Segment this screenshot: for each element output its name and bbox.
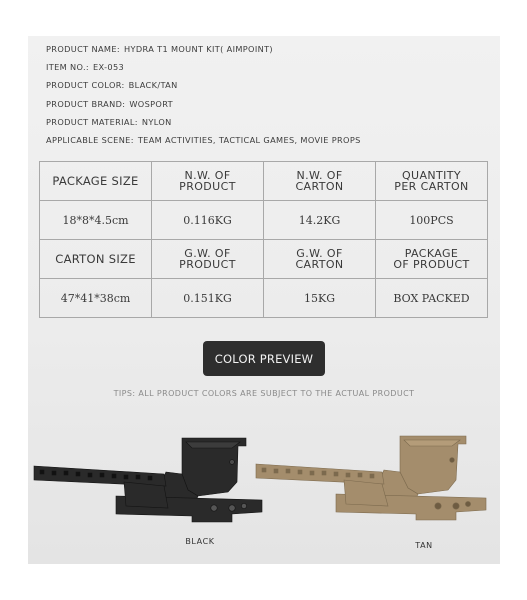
spec-value: NYLON [141, 116, 172, 127]
spec-value: WOSPORT [129, 98, 174, 109]
spec-label: APPLICABLE SCENE: [46, 134, 134, 145]
spec-label: PRODUCT COLOR: [46, 80, 125, 91]
color-preview-button[interactable]: COLOR PREVIEW [203, 341, 325, 376]
package-value: BOX PACKED [376, 279, 488, 318]
nw-carton-header: N.W. OF CARTON [264, 162, 376, 201]
quantity-value: 100PCS [376, 201, 488, 240]
carton-size-value: 47*41*38cm [40, 279, 152, 318]
black-label: BLACK [185, 537, 215, 546]
spec-product-material [46, 113, 486, 131]
table-row [40, 201, 488, 240]
spec-applicable-scene [46, 131, 486, 149]
gw-carton-value: 15KG [264, 279, 376, 318]
quantity-header: QUANTITY PER CARTON [376, 162, 488, 201]
spec-list [46, 40, 486, 149]
spec-product-brand [46, 95, 486, 113]
tan-mount-image [254, 432, 490, 528]
nw-product-value: 0.116KG [152, 201, 264, 240]
package-size-header: PACKAGE SIZE [40, 162, 152, 201]
table-row [40, 240, 488, 279]
spec-value: BLACK/TAN [128, 80, 178, 91]
gw-product-header: G.W. OF PRODUCT [152, 240, 264, 279]
black-mount-image [32, 434, 266, 530]
nw-product-header: N.W. OF PRODUCT [152, 162, 264, 201]
spec-value: TEAM ACTIVITIES, TACTICAL GAMES, MOVIE PROPS [137, 134, 361, 145]
spec-product-color [46, 76, 486, 94]
spec-label: PRODUCT MATERIAL: [46, 116, 138, 127]
package-header: PACKAGE OF PRODUCT [376, 240, 488, 279]
gw-carton-header: G.W. OF CARTON [264, 240, 376, 279]
spec-label: PRODUCT NAME: [46, 44, 120, 54]
spec-product-name [46, 40, 486, 58]
spec-label: ITEM NO.: [46, 62, 90, 73]
table-row [40, 279, 488, 318]
table-row [40, 162, 488, 201]
spec-label: PRODUCT BRAND: [46, 98, 126, 109]
spec-item-no [46, 58, 486, 76]
package-size-value: 18*8*4.5cm [40, 201, 152, 240]
carton-size-header: CARTON SIZE [40, 240, 152, 279]
tips-text: TIPS: ALL PRODUCT COLORS ARE SUBJECT TO THE ACTUAL PRODUCT [113, 389, 415, 398]
spec-value: HYDRA T1 MOUNT KIT( AIMPOINT) [123, 44, 273, 54]
nw-carton-value: 14.2KG [264, 201, 376, 240]
gw-product-value: 0.151KG [152, 279, 264, 318]
spec-table [39, 161, 488, 318]
tan-label: TAN [415, 541, 433, 550]
spec-value: EX-053 [93, 62, 125, 73]
